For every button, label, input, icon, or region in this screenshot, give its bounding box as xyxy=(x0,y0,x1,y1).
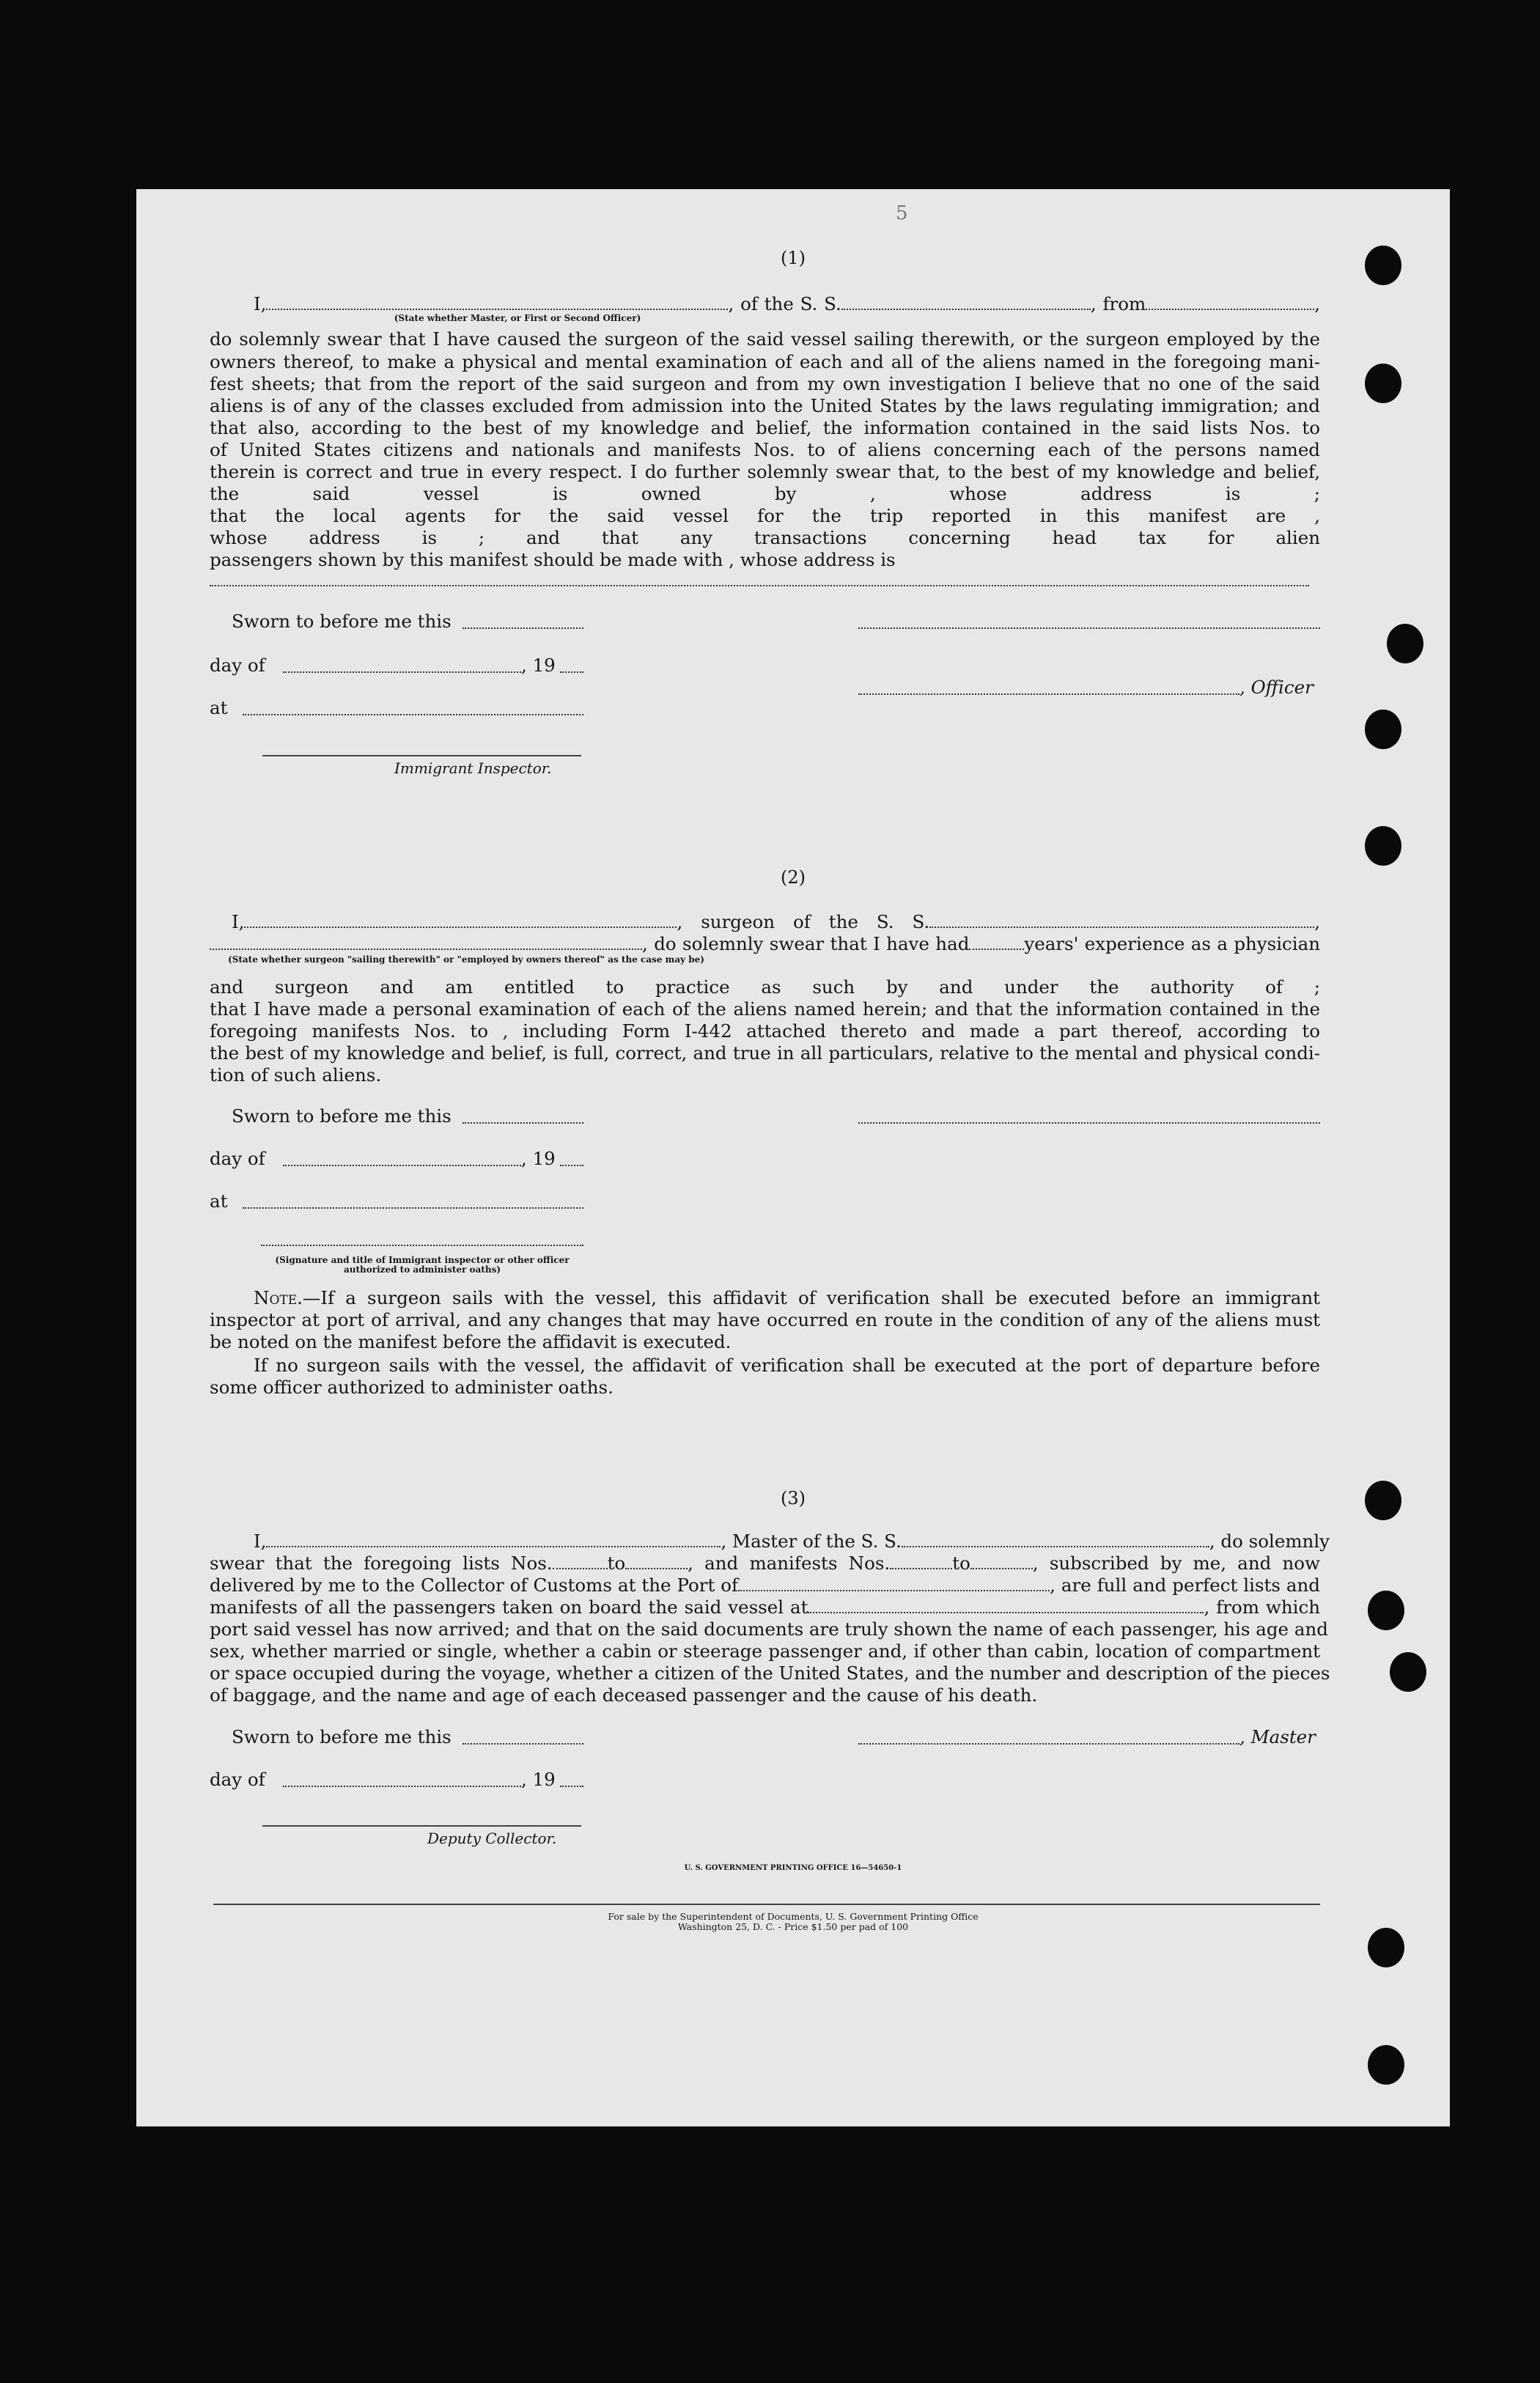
affidavit-line: foregoing manifests Nos. to , including Form I-442 attached thereto and made a part thereof, according to xyxy=(210,1020,1320,1042)
blank-line xyxy=(560,671,583,673)
punch-hole xyxy=(1390,1652,1426,1692)
blank-line xyxy=(560,1165,583,1166)
affidavit-line: , do solemnly swear that I have had years' experience as a physician xyxy=(210,933,1320,955)
deputy-title: Deputy Collector. xyxy=(427,1830,557,1847)
affidavit-line: of United States citizens and nationals and manifests Nos. to of aliens concerning each of the persons named xyxy=(210,439,1320,460)
section-number: (2) xyxy=(781,867,806,888)
sworn-label: Sworn to before me this xyxy=(232,1105,452,1127)
affidavit-line: I, , of the S. S. , from , xyxy=(254,293,1320,314)
affidavit-line: or space occupied during the voyage, whether a citizen of the United States, and the number and description of the pieces xyxy=(210,1662,1330,1684)
officer-caption: (State whether Master, or First or Second Officer) xyxy=(394,313,641,323)
inspector-title: Immigrant Inspector. xyxy=(394,759,552,777)
section-number: (1) xyxy=(781,248,806,268)
affidavit-line: fest sheets; that from the report of the said surgeon and from my own investigation I believe that no one of the said xyxy=(210,373,1320,394)
note-line: be noted on the manifest before the affidavit is executed. xyxy=(210,1331,732,1352)
day-of-label: day of xyxy=(210,655,265,676)
blank-line xyxy=(283,1165,521,1166)
affidavit-line: I, , Master of the S. S. , do solemnly xyxy=(254,1531,1330,1552)
punch-hole xyxy=(1387,624,1423,663)
affidavit-line: swear that the foregoing lists Nos. to , and manifests Nos. to , subscribed by me, and now xyxy=(210,1553,1320,1574)
punch-hole xyxy=(1365,364,1401,403)
note-line: some officer authorized to administer oaths. xyxy=(210,1377,614,1398)
affidavit-line: therein is correct and true in every respect. I do further solemnly swear that, to the best of my knowledge and belief, xyxy=(210,461,1320,482)
section-number: (3) xyxy=(781,1488,806,1509)
signature-line xyxy=(858,693,1239,695)
punch-hole xyxy=(1365,710,1401,749)
affidavit-line: I, , surgeon of the S. S. , xyxy=(232,911,1320,932)
signature-line xyxy=(858,1122,1320,1124)
affidavit-line: manifests of all the passengers taken on board the said vessel at , from which xyxy=(210,1596,1320,1618)
note-label: Note. xyxy=(254,1287,303,1308)
printer-line: U. S. GOVERNMENT PRINTING OFFICE 16—54650-1 xyxy=(684,1864,902,1872)
punch-hole xyxy=(1365,826,1401,866)
signature-line xyxy=(261,1245,583,1246)
affidavit-line: the best of my knowledge and belief, is full, correct, and true in all particulars, relative to the mental and physical condi- xyxy=(210,1042,1320,1064)
note-line: Note.—If a surgeon sails with the vessel, this affidavit of verification shall be executed before an immigrant xyxy=(210,1287,1320,1309)
blank-line xyxy=(243,1207,583,1209)
affidavit-line: whose address is ; and that any transactions concerning head tax for alien xyxy=(210,527,1320,548)
year-label: , 19 xyxy=(521,1148,556,1169)
blank-line xyxy=(283,671,521,673)
surgeon-caption: (State whether surgeon "sailing therewith" or "employed by owners thereof" as the case may be) xyxy=(228,954,704,965)
affidavit-line: of baggage, and the name and age of each deceased passenger and the cause of his death. xyxy=(210,1684,1038,1706)
punch-hole xyxy=(1368,2045,1404,2085)
affidavit-line: delivered by me to the Collector of Customs at the Port of , are full and perfect lists and xyxy=(210,1574,1320,1596)
affidavit-line: owners thereof, to make a physical and mental examination of each and all of the aliens named in the foregoing mani- xyxy=(210,351,1320,372)
affidavit-line: that also, according to the best of my knowledge and belief, the information contained in the said lists Nos. to xyxy=(210,417,1320,438)
at-label: at xyxy=(210,697,228,718)
affidavit-line: that the local agents for the said vessel for the trip reported in this manifest are , xyxy=(210,505,1320,526)
blank-line xyxy=(283,1786,521,1787)
note-line: If no surgeon sails with the vessel, the affidavit of verification shall be executed at the port of departure before xyxy=(254,1355,1320,1376)
footer-rule xyxy=(213,1904,1320,1905)
signature-line xyxy=(262,1825,581,1827)
manifest-affidavit-page xyxy=(136,189,1450,2126)
blank-line xyxy=(463,1122,583,1124)
day-of-label: day of xyxy=(210,1769,265,1790)
note-line: inspector at port of arrival, and any changes that may have occurred en route in the condition of any of the aliens must xyxy=(210,1309,1320,1330)
blank-line xyxy=(463,1743,583,1745)
affidavit-line: do solemnly swear that I have caused the surgeon of the said vessel sailing therewith, or the surgeon employed by the xyxy=(210,328,1320,350)
year-label: , 19 xyxy=(521,1769,556,1790)
day-of-label: day of xyxy=(210,1148,265,1169)
sale-notice: For sale by the Superintendent of Documents, U. S. Government Printing Office xyxy=(608,1911,979,1922)
affidavit-line: the said vessel is owned by , whose address is ; xyxy=(210,483,1320,504)
sale-notice: Washington 25, D. C. - Price $1.50 per pad of 100 xyxy=(677,1921,909,1932)
officer-title: , Officer xyxy=(1239,677,1314,698)
master-title: , Master xyxy=(1239,1726,1316,1747)
signature-line xyxy=(858,627,1320,629)
blank-line xyxy=(463,627,583,629)
year-label: , 19 xyxy=(521,655,556,676)
affidavit-line: tion of such aliens. xyxy=(210,1064,382,1086)
at-label: at xyxy=(210,1190,228,1212)
punch-hole xyxy=(1368,1928,1404,1967)
punch-hole xyxy=(1368,1591,1404,1630)
affidavit-line: sex, whether married or single, whether a cabin or steerage passenger and, if other than cabin, location of compartment xyxy=(210,1640,1320,1662)
sworn-label: Sworn to before me this xyxy=(232,1726,452,1747)
signature-line xyxy=(858,1743,1239,1745)
blank-line xyxy=(210,585,1309,586)
affidavit-line: that I have made a personal examination of each of the aliens named herein; and that the information contained in the xyxy=(210,998,1320,1020)
blank-line xyxy=(560,1786,583,1787)
sworn-label: Sworn to before me this xyxy=(232,611,452,632)
signature-caption: (Signature and title of Immigrant inspector or other officer authorized to administer oaths) xyxy=(275,1255,570,1275)
affidavit-line: port said vessel has now arrived; and that on the said documents are truly shown the name of each passenger, his age and xyxy=(210,1618,1328,1640)
handwritten-page-mark: 5 xyxy=(896,202,908,224)
affidavit-line: passengers shown by this manifest should be made with , whose address is xyxy=(210,549,896,570)
affidavit-line: and surgeon and am entitled to practice as such by and under the authority of ; xyxy=(210,976,1320,998)
signature-line xyxy=(262,755,581,756)
affidavit-line: aliens is of any of the classes excluded from admission into the United States by the laws regulating immigration; and xyxy=(210,395,1320,416)
blank-line xyxy=(243,714,583,715)
